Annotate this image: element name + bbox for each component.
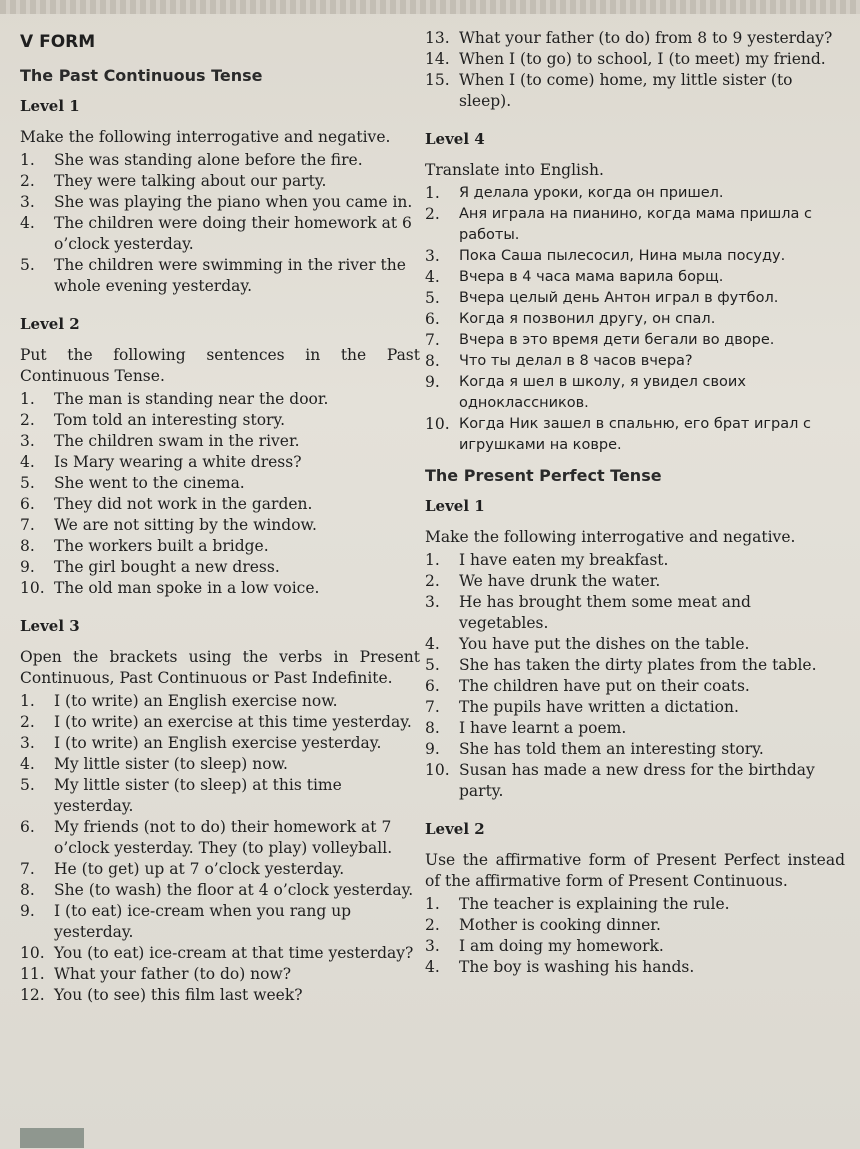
list-item: 4. The children were doing their homework at 6 o’clock yesterday. bbox=[20, 214, 412, 253]
pp-level-2-instruction: Use the affirmative form of Present Perfect instead of the affirmative form of Present Continuous. bbox=[425, 851, 845, 890]
section-subtitle-present-perfect: The Present Perfect Tense bbox=[425, 466, 662, 485]
list-item: 7. The pupils have written a dictation. bbox=[425, 698, 739, 716]
list-item: 8. I have learnt a poem. bbox=[425, 719, 627, 737]
list-item: 9. Когда я шел в школу, я увидел своих одноклассников. bbox=[425, 373, 746, 411]
level-2-heading: Level 2 bbox=[20, 315, 80, 333]
section-title: V FORM bbox=[20, 32, 96, 52]
level-2-list bbox=[20, 389, 420, 599]
list-item: 6. The children have put on their coats. bbox=[425, 677, 750, 695]
list-item: 1. I have eaten my breakfast. bbox=[425, 551, 669, 569]
list-item: 2. I (to write) an exercise at this time yesterday. bbox=[20, 713, 412, 731]
list-item: 4. Вчера в 4 часа мама варила борщ. bbox=[425, 268, 724, 286]
list-item: 2. Mother is cooking dinner. bbox=[425, 916, 661, 934]
list-item: 1. The man is standing near the door. bbox=[20, 390, 329, 408]
list-item: 7. Вчера в это время дети бегали во дворе. bbox=[425, 331, 775, 349]
corner-stamp bbox=[20, 1128, 84, 1148]
pp-level-2-heading: Level 2 bbox=[425, 820, 485, 838]
list-item: 11. What your father (to do) now? bbox=[20, 965, 292, 983]
level-1-instruction: Make the following interrogative and negative. bbox=[20, 128, 391, 146]
list-item: 2. They were talking about our party. bbox=[20, 172, 327, 190]
list-item: 5. The children were swimming in the river the whole evening yesterday. bbox=[20, 256, 406, 295]
list-item: 5. My little sister (to sleep) at this time yesterday. bbox=[20, 776, 342, 815]
list-item: 7. He (to get) up at 7 o’clock yesterday. bbox=[20, 860, 345, 878]
level-3-heading: Level 3 bbox=[20, 617, 80, 635]
list-item: 12. You (to see) this film last week? bbox=[20, 986, 303, 1004]
list-item: 8. The workers built a bridge. bbox=[20, 537, 269, 555]
pp-level-1-list bbox=[425, 550, 845, 802]
list-item: 3. Пока Саша пылесосил, Нина мыла посуду. bbox=[425, 247, 786, 265]
list-item: 3. I (to write) an English exercise yesterday. bbox=[20, 734, 382, 752]
list-item: 4. The boy is washing his hands. bbox=[425, 958, 695, 976]
list-item: 3. He has brought them some meat and vegetables. bbox=[425, 593, 751, 632]
list-item: 1. The teacher is explaining the rule. bbox=[425, 895, 730, 913]
level-1-heading: Level 1 bbox=[20, 97, 80, 115]
list-item: 3. The children swam in the river. bbox=[20, 432, 300, 450]
right-column bbox=[425, 28, 845, 978]
list-item: 1. Я делала уроки, когда он пришел. bbox=[425, 184, 724, 202]
level-4-instruction: Translate into English. bbox=[425, 161, 604, 179]
list-item: 14. When I (to go) to school, I (to meet) my friend. bbox=[425, 50, 826, 68]
level-4-heading: Level 4 bbox=[425, 130, 485, 148]
list-item: 8. Что ты делал в 8 часов вчера? bbox=[425, 352, 693, 370]
list-item: 10. The old man spoke in a low voice. bbox=[20, 579, 320, 597]
list-item: 10. Когда Ник зашел в спальню, его брат играл с игрушками на ковре. bbox=[425, 415, 811, 453]
level-4-list bbox=[425, 183, 845, 456]
list-item: 2. Tom told an interesting story. bbox=[20, 411, 286, 429]
list-item: 4. Is Mary wearing a white dress? bbox=[20, 453, 302, 471]
pp-level-1-heading: Level 1 bbox=[425, 497, 485, 515]
section-subtitle: The Past Continuous Tense bbox=[20, 66, 263, 85]
list-item: 5. Вчера целый день Антон играл в футбол. bbox=[425, 289, 779, 307]
list-item: 2. We have drunk the water. bbox=[425, 572, 661, 590]
list-item: 4. You have put the dishes on the table. bbox=[425, 635, 750, 653]
level-3-instruction: Open the brackets using the verbs in Present Continuous, Past Continuous or Past Indefinite. bbox=[20, 648, 420, 687]
level-1-list bbox=[20, 150, 420, 297]
list-item: 9. I (to eat) ice-cream when you rang up yesterday. bbox=[20, 902, 352, 941]
list-item: 9. The girl bought a new dress. bbox=[20, 558, 280, 576]
list-item: 6. They did not work in the garden. bbox=[20, 495, 313, 513]
list-item: 6. Когда я позвонил другу, он спал. bbox=[425, 310, 716, 328]
list-item: 1. I (to write) an English exercise now. bbox=[20, 692, 338, 710]
list-item: 10. You (to eat) ice-cream at that time yesterday? bbox=[20, 944, 414, 962]
list-item: 4. My little sister (to sleep) now. bbox=[20, 755, 288, 773]
list-item: 3. She was playing the piano when you came in. bbox=[20, 193, 413, 211]
list-item: 15. When I (to come) home, my little sister (to sleep). bbox=[425, 71, 793, 110]
pp-level-2-list bbox=[425, 894, 845, 978]
list-item: 1. She was standing alone before the fire. bbox=[20, 151, 363, 169]
list-item: 6. My friends (not to do) their homework at 7 o’clock yesterday. They (to play) volleyball. bbox=[20, 818, 393, 857]
left-column bbox=[20, 28, 420, 1006]
list-item: 8. She (to wash) the floor at 4 o’clock yesterday. bbox=[20, 881, 414, 899]
list-item: 7. We are not sitting by the window. bbox=[20, 516, 317, 534]
list-item: 2. Аня играла на пианино, когда мама пришла с работы. bbox=[425, 205, 812, 243]
level-3-list bbox=[20, 691, 420, 1006]
list-item: 9. She has told them an interesting story. bbox=[425, 740, 764, 758]
list-item: 5. She went to the cinema. bbox=[20, 474, 245, 492]
pp-level-1-instruction: Make the following interrogative and negative. bbox=[425, 528, 796, 546]
level-2-instruction: Put the following sentences in the Past Continuous Tense. bbox=[20, 346, 420, 385]
list-item: 5. She has taken the dirty plates from the table. bbox=[425, 656, 817, 674]
level-3-continued-list bbox=[425, 28, 845, 112]
list-item: 10. Susan has made a new dress for the birthday party. bbox=[425, 761, 815, 800]
page-top-edge bbox=[0, 0, 860, 14]
list-item: 3. I am doing my homework. bbox=[425, 937, 664, 955]
list-item: 13. What your father (to do) from 8 to 9 yesterday? bbox=[425, 29, 833, 47]
